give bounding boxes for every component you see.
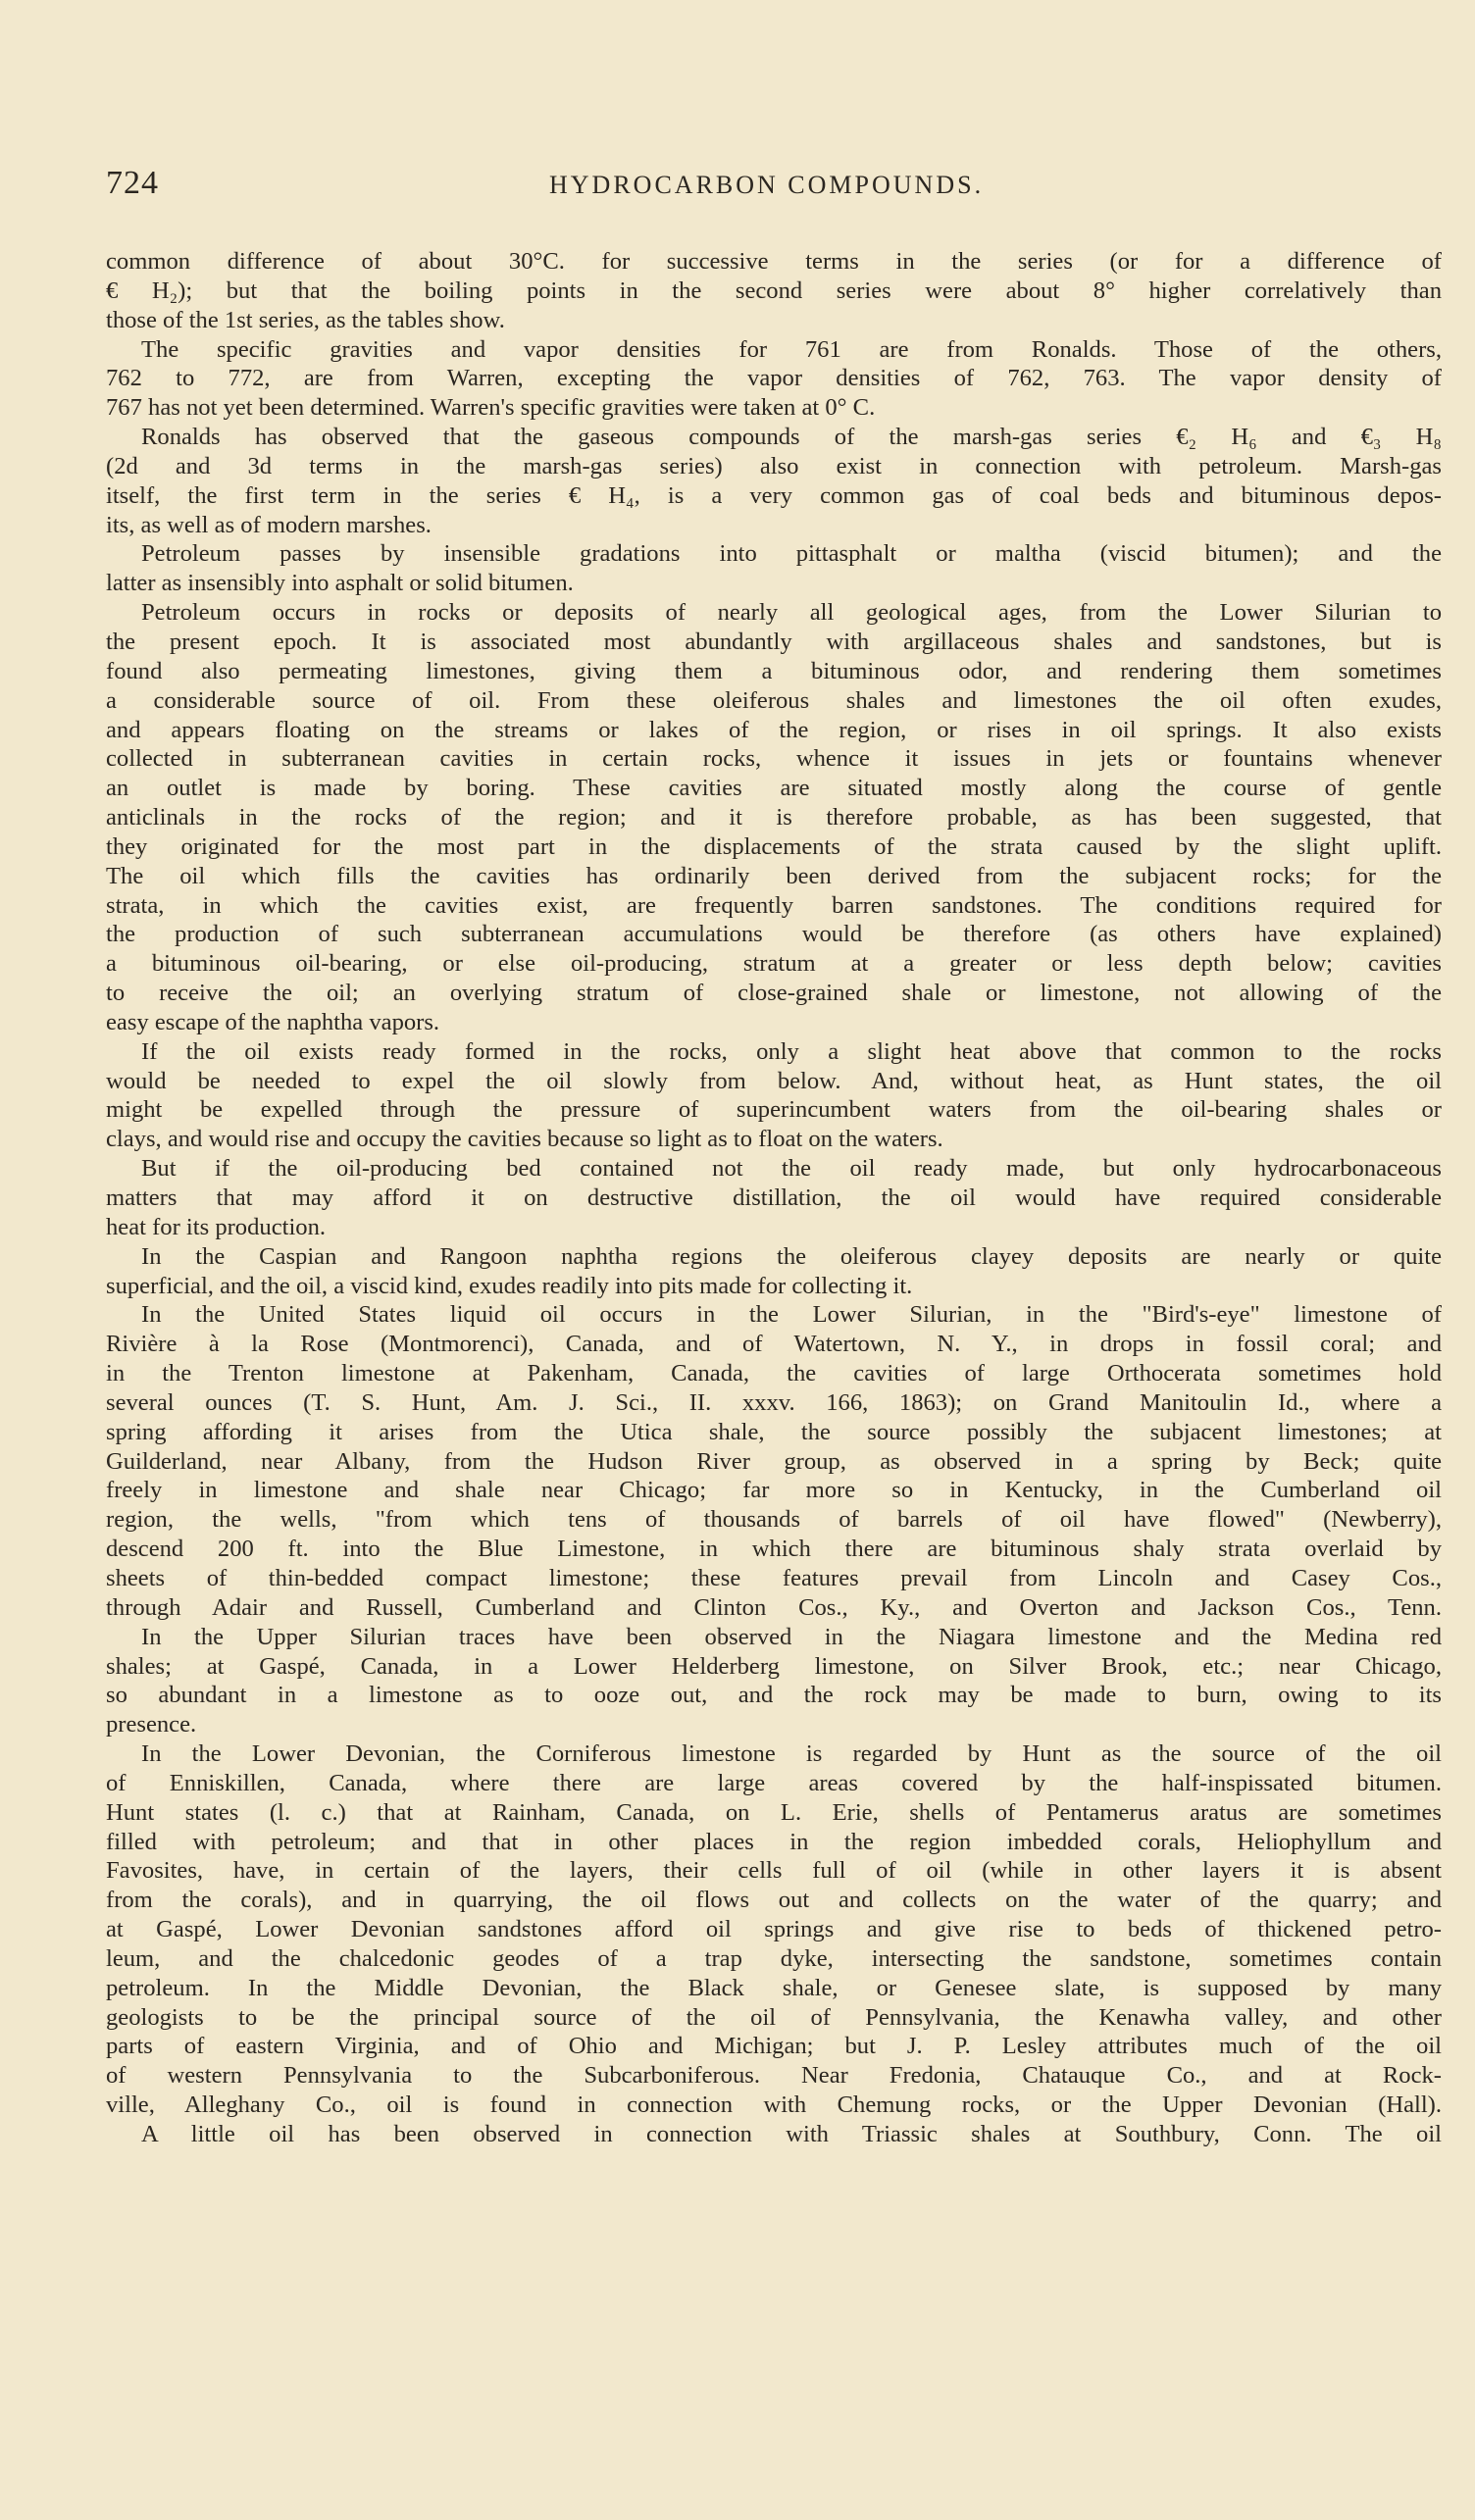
text-line: region, the wells, "from which tens of thousands of barrels of oil have flowed" (Newberry), [106,1506,1442,1534]
text-line: a bituminous oil-bearing, or else oil-producing, stratum at a greater or less depth below; cavities [106,950,1442,978]
text-line: Rivière à la Rose (Montmorenci), Canada, and of Watertown, N. Y., in drops in fossil coral; and [106,1331,1442,1358]
text-line: at Gaspé, Lower Devonian sandstones afford oil springs and give rise to beds of thickened petro- [106,1916,1442,1943]
text-line: the production of such subterranean accumulations would be therefore (as others have explained) [106,921,1442,948]
text-line: easy escape of the naphtha vapors. [106,1008,440,1035]
text-line: itself, the first term in the series € H₄, is a very common gas of coal beds and bituminous depos- [106,481,1442,509]
text-line: Ronalds has observed that the gaseous compounds of the marsh-gas series €₂ H₆ and €₃ H₈ [141,424,1442,451]
text-line: filled with petroleum; and that in other places in the region imbedded corals, Heliophyllum and [106,1828,1442,1855]
text-line: If the oil exists ready formed in the rocks, only a slight heat above that common to the rocks [141,1037,1442,1065]
text-line: common difference of about 30°C. for successive terms in the series (or for a difference of [106,248,1442,275]
text-line: spring affording it arises from the Utica shale, the source possibly the subjacent limestones; at [106,1418,1442,1445]
text-line: might be expelled through the pressure of superincumbent waters from the oil-bearing shales or [106,1096,1442,1124]
text-line: Hunt states (l. c.) that at Rainham, Canada, on L. Erie, shells of Pentamerus aratus are sometimes [106,1798,1442,1826]
text-line: leum, and the chalcedonic geodes of a trap dyke, intersecting the sandstone, sometimes contain [106,1944,1442,1972]
text-line: through Adair and Russell, Cumberland and Clinton Cos., Ky., and Overton and Jackson Cos., Tenn. [106,1593,1442,1621]
text-line: anticlinals in the rocks of the region; and it is therefore probable, as has been suggested, that [106,804,1442,832]
text-line: from the corals), and in quarrying, the oil flows out and collects on the water of the quarry; and [106,1887,1442,1914]
text-line: matters that may afford it on destructive distillation, the oil would have required considerable [106,1184,1442,1211]
text-line: In the Lower Devonian, the Corniferous limestone is regarded by Hunt as the source of the oil [141,1740,1442,1768]
text-line: and appears floating on the streams or lakes of the region, or rises in oil springs. It also exists [106,716,1442,743]
text-line: of western Pennsylvania to the Subcarboniferous. Near Fredonia, Chatauque Co., and at Rock- [106,2062,1442,2090]
text-line: petroleum. In the Middle Devonian, the Black shale, or Genesee slate, is supposed by many [106,1974,1442,2001]
text-line: € H₂); but that the boiling points in the second series were about 8° higher correlatively than [106,277,1442,304]
text-line: Petroleum passes by insensible gradations into pittasphalt or maltha (viscid bitumen); and the [141,540,1442,568]
text-line: In the Caspian and Rangoon naphtha regions the oleiferous clayey deposits are nearly or quite [141,1242,1442,1270]
text-line: sheets of thin-bedded compact limestone; these features prevail from Lincoln and Casey Cos., [106,1564,1442,1591]
text-line: several ounces (T. S. Hunt, Am. J. Sci., II. xxxv. 166, 1863); on Grand Manitoulin Id., where a [106,1388,1442,1416]
text-line: so abundant in a limestone as to ooze out, and the rock may be made to burn, owing to its [106,1682,1442,1709]
text-line: In the United States liquid oil occurs in the Lower Silurian, in the "Bird's-eye" limestone of [141,1301,1442,1329]
text-line: 767 has not yet been determined. Warren's specific gravities were taken at 0° C. [106,394,876,422]
text-line: heat for its production. [106,1213,327,1240]
text-line: In the Upper Silurian traces have been observed in the Niagara limestone and the Medina red [141,1623,1442,1650]
text-line: shales; at Gaspé, Canada, in a Lower Helderberg limestone, on Silver Brook, etc.; near Chicago, [106,1652,1442,1680]
text-line: strata, in which the cavities exist, are frequently barren sandstones. The conditions required for [106,891,1442,919]
page-number: 724 [106,165,159,201]
text-line: Favosites, have, in certain of the layers, their cells full of oil (while in other layers it is absent [106,1857,1442,1885]
body-text [106,247,1442,2149]
text-line: presence. [106,1711,197,1739]
text-line: would be needed to expel the oil slowly from below. And, without heat, as Hunt states, the oil [106,1067,1442,1094]
text-line: superficial, and the oil, a viscid kind, exudes readily into pits made for collecting it. [106,1272,913,1299]
text-line: parts of eastern Virginia, and of Ohio and Michigan; but J. P. Lesley attributes much of the oil [106,2033,1442,2060]
text-line: The oil which fills the cavities has ordinarily been derived from the subjacent rocks; for the [106,862,1442,889]
text-line: (2d and 3d terms in the marsh-gas series) also exist in connection with petroleum. Marsh-gas [106,452,1442,479]
text-line: the present epoch. It is associated most abundantly with argillaceous shales and sandstones, but is [106,628,1442,655]
text-line: its, as well as of modern marshes. [106,511,432,538]
text-line: ville, Alleghany Co., oil is found in connection with Chemung rocks, or the Upper Devonian (Hall). [106,2092,1442,2119]
text-line: in the Trenton limestone at Pakenham, Canada, the cavities of large Orthocerata sometimes hold [106,1360,1442,1387]
text-line: Guilderland, near Albany, from the Hudson River group, as observed in a spring by Beck; quite [106,1447,1442,1475]
text-line: latter as insensibly into asphalt or solid bitumen. [106,570,574,597]
text-line: A little oil has been observed in connection with Triassic shales at Southbury, Conn. The oil [141,2121,1442,2147]
text-line: they originated for the most part in the displacements of the strata caused by the slight uplift. [106,832,1442,860]
text-line: The specific gravities and vapor densities for 761 are from Ronalds. Those of the others, [141,335,1442,363]
text-line: a considerable source of oil. From these oleiferous shales and limestones the oil often exudes, [106,686,1442,714]
text-line: of Enniskillen, Canada, where there are large areas covered by the half-inspissated bitumen. [106,1769,1442,1796]
text-line: an outlet is made by boring. These cavities are situated mostly along the course of gentle [106,775,1442,802]
text-line: 762 to 772, are from Warren, excepting the vapor densities of 762, 763. The vapor density of [106,365,1442,392]
text-line: those of the 1st series, as the tables show. [106,306,505,333]
text-line: geologists to be the principal source of the oil of Pennsylvania, the Kenawha valley, and other [106,2003,1442,2031]
text-line: to receive the oil; an overlying stratum of close-grained shale or limestone, not allowing of the [106,980,1442,1007]
text-line: freely in limestone and shale near Chicago; far more so in Kentucky, in the Cumberland oil [106,1477,1442,1504]
text-line: clays, and would rise and occupy the cavities because so light as to float on the waters. [106,1126,943,1153]
text-line: Petroleum occurs in rocks or deposits of nearly all geological ages, from the Lower Silurian to [141,599,1442,627]
text-line: descend 200 ft. into the Blue Limestone, in which there are bituminous shaly strata overlaid by [106,1536,1442,1563]
text-line: But if the oil-producing bed contained not the oil ready made, but only hydrocarbonaceous [141,1155,1442,1183]
text-line: collected in subterranean cavities in certain rocks, whence it issues in jets or fountains whenever [106,745,1442,773]
page-header [106,165,1469,204]
text-line: found also permeating limestones, giving them a bituminous odor, and rendering them sometimes [106,657,1442,684]
running-head: HYDROCARBON COMPOUNDS. [549,171,985,199]
